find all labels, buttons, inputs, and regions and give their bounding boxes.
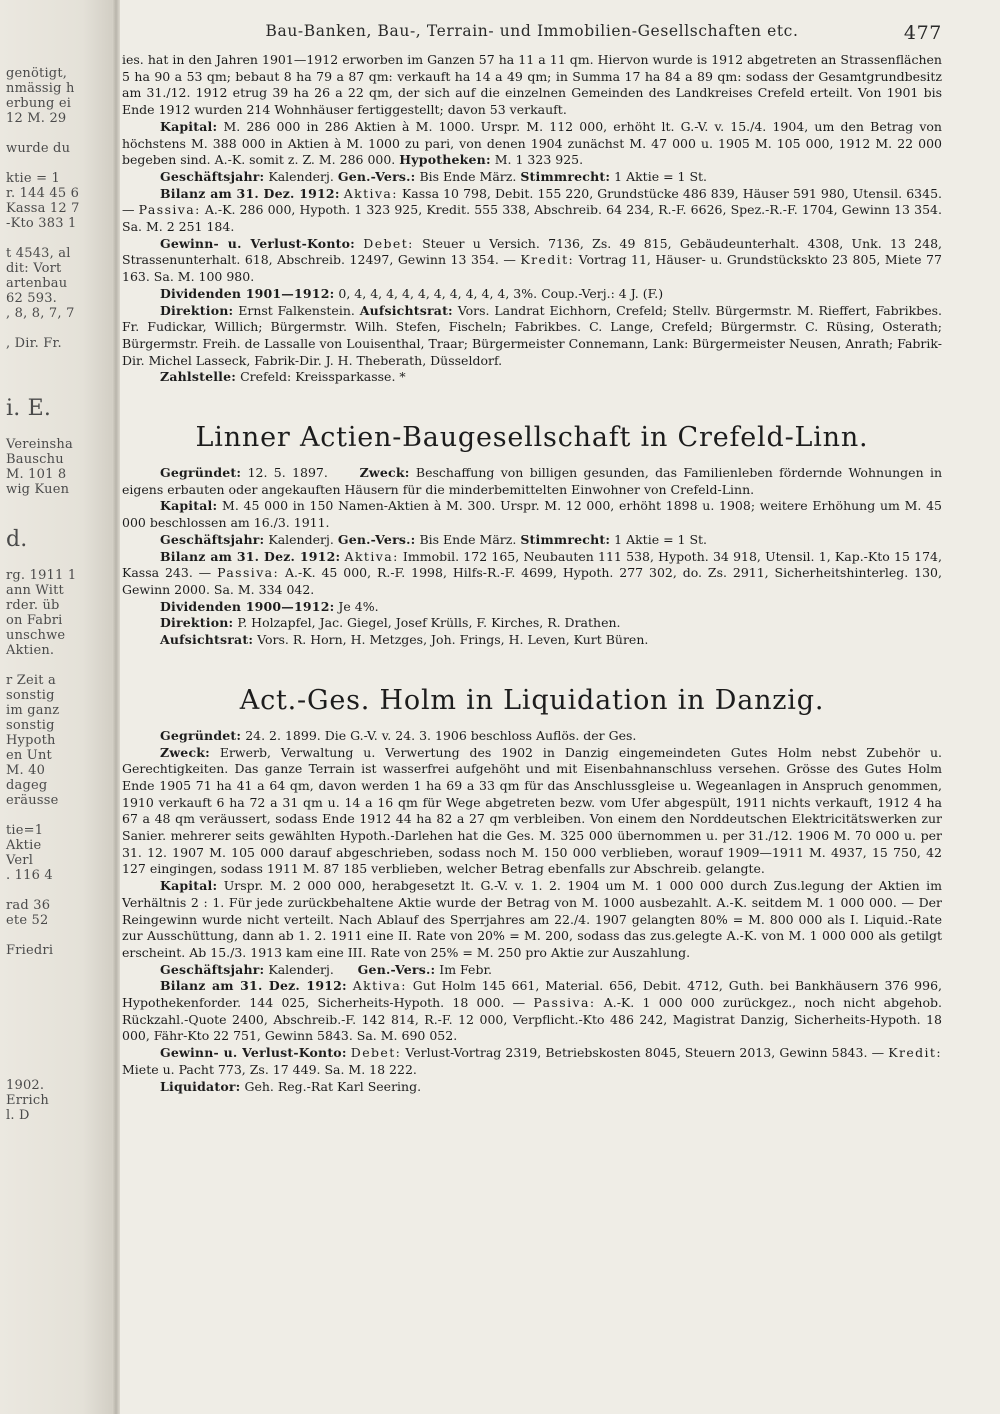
label-zweck: Zweck: [160, 744, 210, 760]
margin-fragment-line: Aktie [6, 838, 42, 853]
margin-fragment-line: ete 52 [6, 913, 49, 928]
margin-fragment-line: rder. üb [6, 598, 60, 613]
text-gen-vers: Bis Ende März. [419, 531, 517, 547]
margin-fragment-line: dit: Vort [6, 261, 62, 276]
section-linner [122, 465, 942, 649]
margin-fragment-line: Aktien. [6, 643, 55, 658]
margin-fragment-line: erbung ei [6, 96, 72, 111]
margin-fragment-line: Vereinsha [6, 437, 73, 452]
text-hypotheken: M. 1 323 925. [494, 152, 584, 168]
paragraph-landholdings: ies. hat in den Jahren 1901—1912 erworben im Ganzen 57 ha 11 a 11 qm. Hiervon wurde is 1912 abgetreten an Strassenflächen 5 ha 90 a 53 qm; bebaut 8 ha 79 a 87 qm: verkauft ha 14 a 49 qm; in Summa 17 ha 84 a 89 qm: sodass der Gesamtgrundbesitz am 31./12. 1912 etrug 39 ha 26 a 22 qm, der sich auf die einzelnen Gemeinden des Landkreises Crefeld erteilt. Von 1901 bis Ende 1912 wurden 214 Wohnhäuser fertiggestellt; davon 53 verkauft. [122, 52, 942, 118]
margin-fragment-line: im ganz [6, 703, 60, 718]
text-geschaeftsjahr: Kalenderj. [268, 168, 334, 184]
margin-fragment-line [0, 1048, 118, 1063]
text-aktiva: Kassa 10 798, Debit. 155 220, Grundstücke 486 839, Häuser 591 980, Utensil. 6345. — [122, 185, 943, 218]
paragraph-bilanz [122, 186, 942, 236]
margin-fragment-line [0, 883, 118, 898]
margin-fragment-line: Kassa 12 7 [6, 201, 80, 216]
text-debet: Verlust-Vortrag 2319, Betriebskosten 8045, Steuern 2013, Gewinn 5843. — [405, 1045, 885, 1061]
margin-fragment-line [0, 366, 118, 381]
label-aufsichtsrat: Aufsichtsrat: [160, 632, 254, 648]
margin-fragment-line: wig Kuen [6, 482, 70, 497]
margin-fragment-line: . 116 4 [6, 868, 53, 883]
text-zweck: Beschaffung von billigen gesunden, das Familienleben fördernde Wohnungen in eigens erbauten oder angekauften Häusern für die minderbemittelten Einwohner von Crefeld-Linn. [122, 465, 943, 497]
label-aktiva: Aktiva: [352, 978, 407, 994]
margin-fragment-line [0, 1018, 118, 1033]
text-aufsichtsrat: Vors. Landrat Eichhorn, Crefeld; Stellv. Bürgermstr. M. Rieffert, Fabrikbes. Fr. Fudickar, Willich; Bürgermstr. Wilh. Stefen, Fischeln; Fabrikbes. C. Lange, Crefeld; Bürgermstr. C. Rüsing, Osterath; Bürgermstr. Freih. de Lassalle von Louisenthal, Traar; Bürgermeister Connemann, Lank: Bürgermeister Neusen, Anrath; Fabrik-Dir. Michel Lasseck, Fabrik-Dir. J. H. Theberath, Düsseldorf. [122, 302, 942, 368]
margin-fragment-line: -Kto 383 1 [6, 216, 77, 231]
text-geschaeftsjahr: Kalenderj. [268, 531, 334, 547]
margin-fragment-line: r Zeit a [6, 673, 56, 688]
margin-fragment-line: artenbau [6, 276, 68, 291]
text-aufsichtsrat: Vors. R. Horn, H. Metzges, Joh. Frings, H. Leven, Kurt Büren. [257, 632, 649, 648]
paragraph-gegruendet [122, 465, 942, 498]
left-page-margin [0, 0, 118, 1414]
label-stimmrecht: Stimmrecht: [520, 531, 611, 547]
label-gen-vers: Gen.-Vers.: [337, 168, 416, 184]
label-passiva: Passiva: [533, 995, 596, 1011]
asterisk-mark: * [399, 369, 406, 385]
margin-fragment-line: ktie = 1 [6, 171, 60, 186]
margin-fragment-line [0, 321, 118, 336]
label-gen-vers: Gen.-Vers.: [337, 531, 416, 547]
margin-fragment-line [0, 928, 118, 943]
text-aktiva: Immobil. 172 165, Neubauten 111 538, Hypoth. 34 918, Utensil. 1, Kap.-Kto 15 174, Kassa 243. — [122, 548, 942, 581]
margin-fragment-line: dageg [6, 778, 48, 793]
text-dividenden: 0, 4, 4, 4, 4, 4, 4, 4, 4, 4, 4, 3%. Coup.-Verj.: 4 J. (F.) [338, 285, 664, 301]
margin-fragment-line: rg. 1911 1 [6, 568, 77, 583]
paragraph-geschaeftsjahr [122, 169, 942, 186]
margin-fragment-line: , 8, 8, 7, 7 [6, 306, 75, 321]
margin-fragment-line [0, 351, 118, 366]
text-passiva: A.-K. 1 000 000 zurückgez., noch nicht abgehob. Rückzahl.-Quote 2400, Abschreib.-F. 142 814, R.-F. 12 000, Verpflicht.-Kto 486 242, Magistrat Danzig, Sicherheits-Hypoth. 18 000, Fähr-Kto 22 751, Gewinn 5843. Sa. M. 690 052. [122, 995, 942, 1044]
label-stimmrecht: Stimmrecht: [520, 168, 611, 184]
margin-fragment-line [0, 512, 118, 527]
label-debet: Debet: [363, 235, 414, 251]
margin-fragment-line: genötigt, [6, 66, 68, 81]
label-geschaeftsjahr: Geschäftsjahr: [160, 168, 265, 184]
label-hypotheken: Hypotheken: [399, 152, 491, 168]
margin-fragment-line: d. [6, 527, 28, 552]
margin-fragment-line: eräusse [6, 793, 59, 808]
label-debet: Debet: [350, 1045, 402, 1061]
paragraph-bilanz [122, 978, 942, 1045]
text-direktion: P. Holzapfel, Jac. Giegel, Josef Krülls, F. Kirches, R. Drathen. [237, 615, 621, 631]
margin-fragment-line: sonstig [6, 688, 55, 703]
paragraph-guv [122, 236, 942, 286]
page-number: 477 [903, 22, 942, 44]
text-gegruendet: 12. 5. 1897. [247, 465, 328, 481]
paragraph-zweck [122, 745, 942, 879]
margin-fragment-line: wurde du [6, 141, 71, 156]
label-gen-vers: Gen.-Vers.: [357, 961, 436, 977]
label-bilanz: Bilanz am 31. Dez. 1912: [160, 978, 347, 994]
margin-fragment-line: 1902. [6, 1078, 45, 1093]
label-direktion: Direktion: [160, 302, 234, 318]
text-zahlstelle: Crefeld: Kreissparkasse. [240, 369, 396, 385]
text-kapital: M. 45 000 in 150 Namen-Aktien à M. 300. Urspr. M. 12 000, erhöht 1898 u. 1908; weitere Erhöhung um M. 45 000 beschlossen am 16./3. 1911. [122, 498, 942, 531]
label-aktiva: Aktiva: [343, 185, 398, 201]
margin-fragment-line [0, 988, 118, 1003]
margin-fragment-line: nmässig h [6, 81, 75, 96]
label-direktion: Direktion: [160, 615, 234, 631]
margin-fragment-line [0, 973, 118, 988]
text-kapital: M. 286 000 in 286 Aktien à M. 1000. Urspr. M. 112 000, erhöht lt. G.-V. v. 15./4. 1904, um den Betrag von höchstens M. 388 000 in Aktien à M. 1000 zu pari, von denen 1904 zunächst M. 47 000 u. 1905 M. 105 000, 1912 M. 22 000 begeben sind. A.-K. somit z. Z. M. 286 000. [122, 118, 942, 168]
label-guv: Gewinn- u. Verlust-Konto: [160, 235, 355, 251]
text-aktiva: Gut Holm 145 661, Material. 656, Debit. 4712, Guth. bei Bankhäusern 376 996, Hypothekenforder. 144 025, Sicherheits-Hypoth. 18 000. — [122, 978, 943, 1011]
paragraph-kapital [122, 119, 942, 169]
label-kapital: Kapital: [160, 498, 218, 514]
margin-fragment-line: Friedri [6, 943, 54, 958]
text-gen-vers: Bis Ende März. [419, 168, 517, 184]
text-kredit: Vortrag 11, Häuser- u. Grundstückskto 23 805, Miete 77 163. Sa. M. 100 980. [122, 252, 942, 285]
margin-fragment-line [0, 422, 118, 437]
margin-fragment-line: on Fabri [6, 613, 63, 628]
margin-fragment-line: ann Witt [6, 583, 64, 598]
label-passiva: Passiva: [217, 565, 280, 581]
text-stimmrecht: 1 Aktie = 1 St. [614, 168, 708, 184]
margin-fragment-line [0, 381, 118, 396]
text-kredit: Miete u. Pacht 773, Zs. 17 449. Sa. M. 18 222. [122, 1061, 417, 1077]
margin-fragment-line [0, 156, 118, 171]
text-kapital: Urspr. M. 2 000 000, herabgesetzt lt. G.-V. v. 1. 2. 1904 um M. 1 000 000 durch Zus.legung der Aktien im Verhältnis 2 : 1. Für jede zurückbehaltene Aktie wurde der Betrag von M. 1000 ausbezahlt. A.-K. seitdem M. 1 000 000. — Der Reingewinn wurde nicht verteilt. Nach Ablauf des Sperrjahres am 22./4. 1907 gelangten 80% = M. 800 000 als I. Liquid.-Rate zur Ausschüttung, dann ab 1. 2. 1911 eine II. Rate von 20% = M. 200, sodass das zus.gelegte A.-K. von M. 1 000 000 als getilgt erscheint. Ab 15./3. 1913 kam eine III. Rate von 25% = M. 250 pro Aktie zur Auszahlung. [122, 878, 942, 960]
margin-fragment-line: , Dir. Fr. [6, 336, 62, 351]
margin-fragment-line [0, 1033, 118, 1048]
margin-fragment-line: unschwe [6, 628, 66, 643]
label-passiva: Passiva: [138, 202, 201, 218]
text-gegruendet: 24. 2. 1899. Die G.-V. v. 24. 3. 1906 beschloss Auflös. der Ges. [245, 727, 637, 743]
text-zweck: Erwerb, Verwaltung u. Verwertung des 1902 in Danzig eingemeindeten Gutes Holm nebst Zubehör u. Gerechtigkeiten. Das ganze Terrain ist wasserfrei aufgehöht und mit Eisenbahnanschluss versehen. Grösse des Gutes Holm Ende 1905 71 ha 41 a 64 qm, davon werden 1 ha 69 a 33 qm für das Anschlussgleise u. Wegeanlagen in Anspruch genommen, 1910 verkauft 6 ha 72 a 31 qm u. 14 a 16 qm für Wege abgetreten bezw. vom Ufer abgespült, 1911 nichts verkauft, 1912 4 ha 67 a 48 qm veräussert, sodass Ende 1912 44 ha 82 a 27 qm verbleiben. Von einem den Norddeutschen Elektricitätswerken zur Sanier. mehrerer seits gewählten Hypoth.-Darlehen hat die Ges. M. 325 000 übernommen u. per 31./12. 1906 M. 70 000 u. per 31. 12. 1907 M. 105 000 darauf abgeschrieben, sodass noch M. 150 000 verblieben, worauf 1909—1911 M. 4937, 15 750, 42 127 eingingen, sodass 1911 M. 87 185 verblieben, welcher Betrag ebenfalls zur Abschreib. gelangte. [122, 744, 942, 877]
label-dividenden: Dividenden 1901—1912: [160, 285, 335, 301]
text-gen-vers: Im Febr. [439, 961, 493, 977]
text-passiva: A.-K. 45 000, R.-F. 1998, Hilfs-R.-F. 4699, Hypoth. 277 302, do. Zs. 2911, Sicherheitshinterleg. 130, Gewinn 2000. Sa. M. 334 042. [122, 565, 942, 597]
margin-fragment-line [0, 497, 118, 512]
paragraph-gegruendet [122, 728, 942, 745]
text-debet: Steuer u Versich. 7136, Zs. 49 815, Gebäudeunterhalt. 4308, Unk. 13 248, Strassenunterhalt. 618, Abschreib. 12497, Gewinn 13 354. — [122, 235, 943, 268]
margin-fragment-line: tie=1 [6, 823, 44, 838]
label-kapital: Kapital: [160, 878, 218, 894]
label-gegruendet: Gegründet: [160, 727, 242, 743]
margin-fragment-line [0, 808, 118, 823]
margin-fragment-line [0, 126, 118, 141]
margin-fragment-line: r. 144 45 6 [6, 186, 80, 201]
margin-fragment-line: t 4543, al [6, 246, 71, 261]
label-geschaeftsjahr: Geschäftsjahr: [160, 961, 265, 977]
label-guv: Gewinn- u. Verlust-Konto: [160, 1045, 347, 1061]
page-content [122, 22, 942, 1095]
margin-fragment-line: 62 593. [6, 291, 58, 306]
label-zweck: Zweck: [359, 465, 410, 481]
margin-fragment-line: i. E. [6, 396, 52, 421]
paragraph-aufsichtsrat [122, 632, 942, 649]
margin-fragment-line [0, 1063, 118, 1078]
section-holm [122, 728, 942, 1095]
paragraph-kapital [122, 878, 942, 962]
label-kredit: Kredit: [520, 252, 575, 268]
paragraph-direktion [122, 615, 942, 632]
label-geschaeftsjahr: Geschäftsjahr: [160, 531, 265, 547]
label-gegruendet: Gegründet: [160, 465, 242, 481]
paragraph-geschaeftsjahr [122, 962, 942, 979]
text-liquidator: Geh. Reg.-Rat Karl Seering. [244, 1078, 422, 1094]
text-geschaeftsjahr: Kalenderj. [268, 961, 334, 977]
margin-fragment-line [0, 231, 118, 246]
label-kapital: Kapital: [160, 118, 218, 134]
margin-fragment-line [0, 1003, 118, 1018]
label-zahlstelle: Zahlstelle: [160, 369, 237, 385]
paragraph-liquidator [122, 1079, 942, 1096]
margin-fragment-line: rad 36 [6, 898, 51, 913]
running-header [122, 22, 942, 52]
section-continuation [122, 52, 942, 386]
heading-act-ges-holm: Act.-Ges. Holm in Liquidation in Danzig. [239, 684, 825, 716]
margin-fragment-line: Bauschu [6, 452, 64, 467]
book-gutter-seam [112, 0, 120, 1414]
heading-linner-actien-baugesellschaft: Linner Actien-Baugesellschaft in Crefeld-Linn. [195, 422, 869, 454]
paragraph-geschaeftsjahr [122, 532, 942, 549]
text-passiva: A.-K. 286 000, Hypoth. 1 323 925, Kredit. 555 338, Abschreib. 64 234, R.-F. 6626, Spez.-R.-F. 1704, Gewinn 13 354. Sa. M. 2 251 184. [122, 202, 942, 235]
margin-fragment-line: Hypoth [6, 733, 56, 748]
margin-fragment-line: l. D [6, 1108, 30, 1123]
text-direktion: Ernst Falkenstein. [238, 302, 355, 318]
running-title: Bau-Banken, Bau-, Terrain- und Immobilien-Gesellschaften etc. [265, 22, 799, 40]
margin-fragment-line [0, 958, 118, 973]
label-dividenden: Dividenden 1900—1912: [160, 598, 335, 614]
label-aktiva: Aktiva: [344, 548, 399, 564]
text-stimmrecht: 1 Aktie = 1 St. [614, 531, 708, 547]
label-aufsichtsrat: Aufsichtsrat: [359, 302, 453, 318]
margin-fragment-line: M. 101 8 [6, 467, 67, 482]
paragraph-kapital [122, 498, 942, 531]
margin-fragment-line [0, 658, 118, 673]
margin-fragment-line: M. 40 [6, 763, 46, 778]
label-bilanz: Bilanz am 31. Dez. 1912: [160, 185, 340, 201]
paragraph-dividenden [122, 599, 942, 616]
label-kredit: Kredit: [888, 1045, 942, 1061]
paragraph-zahlstelle [122, 369, 942, 386]
label-bilanz: Bilanz am 31. Dez. 1912: [160, 548, 341, 564]
label-liquidator: Liquidator: [160, 1078, 241, 1094]
margin-fragment-line: Errich [6, 1093, 49, 1108]
margin-fragment-line [0, 553, 118, 568]
paragraph-guv [122, 1045, 942, 1078]
paragraph-dividenden [122, 286, 942, 303]
paragraph-bilanz [122, 549, 942, 599]
margin-fragment-line: 12 M. 29 [6, 111, 67, 126]
margin-fragment-line: sonstig [6, 718, 55, 733]
text-dividenden: Je 4%. [338, 598, 379, 614]
margin-fragment-line: Verl [6, 853, 34, 868]
margin-fragment-line: en Unt [6, 748, 52, 763]
paragraph-direktion [122, 303, 942, 370]
